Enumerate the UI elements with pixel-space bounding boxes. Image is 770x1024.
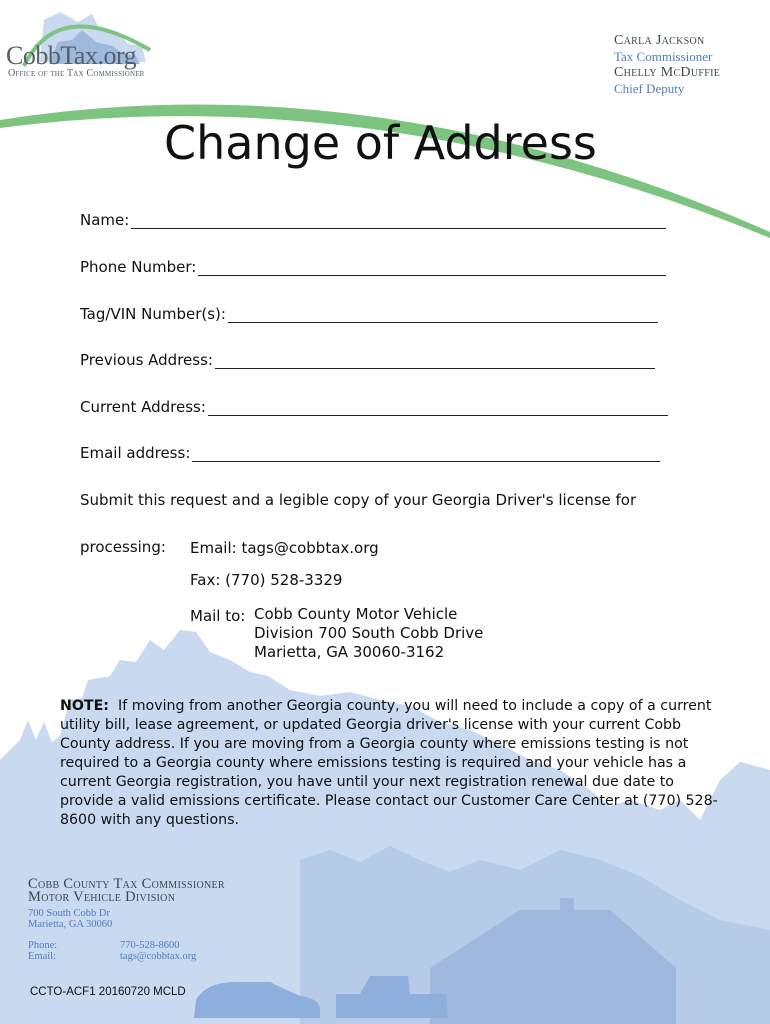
note-text: If moving from another Georgia county, you will need to include a copy of a current utility bill, lease agreement, or updated Georgia driver's license with your current Cobb County address. If you are moving from a Georgia county where emissions testing is not required to a Georgia county where emissions testing is required and your vehicle has a current Georgia registration, you have until your next registration renewal due date to provide a valid emissions certificate. Please contact our Customer Care Center at (770) 528-8600 with any questions. [60, 698, 718, 828]
processing-label: processing: [80, 538, 166, 556]
phone-input-line[interactable] [198, 261, 666, 276]
footer-block [28, 878, 225, 962]
email-input-line[interactable] [192, 447, 660, 462]
tag-vin-input-line[interactable] [228, 308, 658, 323]
footer-address-line1: 700 South Cobb Dr [28, 908, 110, 919]
footer-org-line1: Cobb County Tax Commissioner [28, 876, 225, 892]
footer-address-line2: Marietta, GA 30060 [28, 919, 113, 930]
official2-title: Chief Deputy [614, 81, 685, 96]
logo [6, 41, 145, 80]
tag-vin-field [80, 305, 658, 323]
footer-phone-label: Phone: [28, 940, 58, 951]
name-input-line[interactable] [131, 214, 666, 229]
current-address-label: Current Address: [80, 398, 206, 416]
phone-field [80, 258, 666, 276]
official2-name: Chelly McDuffie [614, 65, 721, 80]
mail-address-line3: Marietta, GA 30060-3162 [254, 643, 445, 661]
previous-address-field [80, 351, 655, 369]
name-field [80, 211, 666, 229]
official1-name: Carla Jackson [614, 33, 705, 48]
mail-to-label: Mail to: [190, 607, 246, 625]
contact-email: Email: tags@cobbtax.org [190, 539, 379, 557]
form-code: CCTO-ACF1 20160720 MCLD [30, 986, 186, 998]
note-label: NOTE: [60, 698, 109, 714]
previous-address-input-line[interactable] [215, 354, 655, 369]
logo-subtitle: Office of the Tax Commissioner [8, 68, 145, 79]
previous-address-label: Previous Address: [80, 351, 213, 369]
footer-phone-value: 770-528-8600 [120, 940, 180, 951]
footer-email-label: Email: [28, 951, 56, 962]
footer-org-line2: Motor Vehicle Division [28, 889, 176, 905]
footer-phone-row [28, 940, 225, 951]
email-field [80, 444, 660, 462]
current-address-field [80, 398, 668, 416]
current-address-input-line[interactable] [208, 401, 668, 416]
name-label: Name: [80, 211, 130, 229]
official1-title: Tax Commissioner [614, 49, 713, 64]
note-paragraph [60, 697, 720, 830]
mail-address-line1: Cobb County Motor Vehicle [254, 605, 458, 623]
page-title: Change of Address [164, 116, 597, 170]
phone-label: Phone Number: [80, 258, 197, 276]
officials-block [614, 33, 720, 97]
contact-fax: Fax: (770) 528-3329 [190, 571, 343, 589]
submit-instructions: Submit this request and a legible copy of your Georgia Driver's license for [80, 491, 637, 509]
tag-vin-label: Tag/VIN Number(s): [80, 305, 226, 323]
footer-email-value: tags@cobbtax.org [120, 951, 197, 962]
mail-address-line2: Division 700 South Cobb Drive [254, 624, 484, 642]
logo-brand: CobbTax.org [6, 41, 137, 70]
email-label: Email address: [80, 444, 191, 462]
footer-email-row [28, 951, 225, 962]
